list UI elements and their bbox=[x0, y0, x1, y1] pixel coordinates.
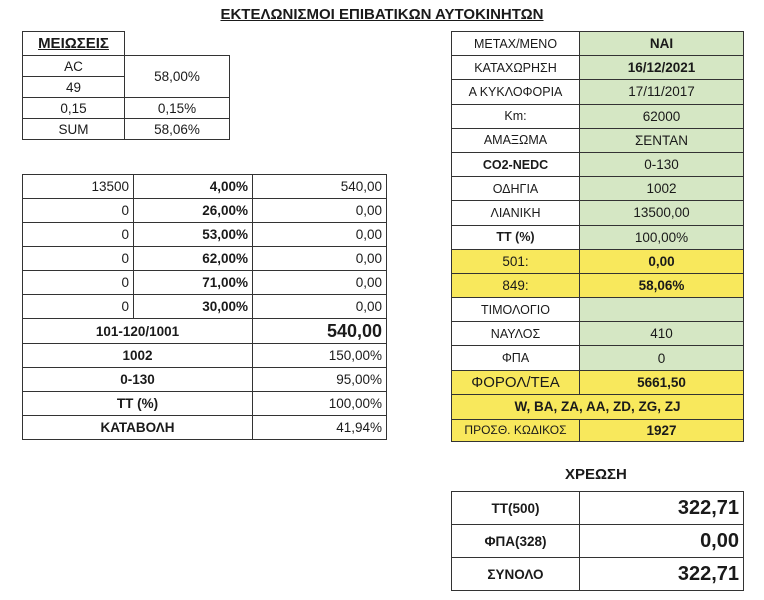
vehicle-row bbox=[452, 273, 744, 297]
summary-1002-label: 1002 bbox=[23, 344, 253, 368]
vehicle-value: 0 bbox=[580, 346, 744, 370]
vehicle-label: Km: bbox=[452, 104, 580, 128]
vehicle-row bbox=[452, 104, 744, 128]
meioseis-row2-left: 0,15 bbox=[23, 98, 125, 119]
summary-tt-label: TT (%) bbox=[23, 392, 253, 416]
rate-row bbox=[23, 271, 387, 295]
vehicle-value: 0,00 bbox=[580, 249, 744, 273]
meioseis-table bbox=[22, 31, 230, 140]
xreosi-label: TT(500) bbox=[452, 492, 580, 525]
rate-base: 0 bbox=[23, 199, 134, 223]
vehicle-row bbox=[452, 249, 744, 273]
ac-label: AC bbox=[23, 56, 125, 77]
vehicle-row bbox=[452, 225, 744, 249]
vehicle-row bbox=[452, 56, 744, 80]
summary-co2-value: 95,00% bbox=[253, 368, 387, 392]
vehicle-row bbox=[452, 128, 744, 152]
rates-total-label: 101-120/1001 bbox=[23, 319, 253, 344]
vehicle-value: 58,06% bbox=[580, 273, 744, 297]
meioseis-row2-right: 0,15% bbox=[125, 98, 230, 119]
vehicle-value: ΝΑΙ bbox=[580, 32, 744, 56]
vehicle-label: ΛΙΑΝΙΚΗ bbox=[452, 201, 580, 225]
vehicle-value: 1002 bbox=[580, 177, 744, 201]
summary-katavoli-value: 41,94% bbox=[253, 416, 387, 440]
vehicle-label: ΟΔΗΓΙΑ bbox=[452, 177, 580, 201]
xreosi-label: ΣΥΝΟΛΟ bbox=[452, 558, 580, 591]
rate-base: 0 bbox=[23, 247, 134, 271]
rate-amount: 0,00 bbox=[253, 199, 387, 223]
prostheta-label: ΠΡΟΣΘ. ΚΩΔΙΚΟΣ bbox=[452, 419, 580, 441]
vehicle-row bbox=[452, 177, 744, 201]
vehicle-value: 62000 bbox=[580, 104, 744, 128]
xreosi-header: ΧΡΕΩΣΗ bbox=[565, 466, 627, 483]
summary-co2-label: 0-130 bbox=[23, 368, 253, 392]
rate-row bbox=[23, 247, 387, 271]
vehicle-row bbox=[452, 80, 744, 104]
vehicle-label: ΑΜΑΞΩΜΑ bbox=[452, 128, 580, 152]
summary-1002-value: 150,00% bbox=[253, 344, 387, 368]
rate-row bbox=[23, 295, 387, 319]
additional-codes: W, BA, ZA, AA, ZD, ZG, ZJ bbox=[452, 394, 744, 419]
rate-percentage: 26,00% bbox=[134, 199, 253, 223]
rate-row bbox=[23, 199, 387, 223]
rate-row bbox=[23, 223, 387, 247]
vehicle-value: ΣΕΝΤΑΝ bbox=[580, 128, 744, 152]
vehicle-label: TT (%) bbox=[452, 225, 580, 249]
document-title: ΕΚΤΕΛΩΝΙΣΜΟΙ ΕΠΙΒΑΤΙΚΩΝ ΑΥΤΟΚΙΝΗΤΩΝ bbox=[220, 6, 544, 23]
rate-amount: 540,00 bbox=[253, 175, 387, 199]
summary-tt-value: 100,00% bbox=[253, 392, 387, 416]
vehicle-label: ΝΑΥΛΟΣ bbox=[452, 322, 580, 346]
xreosi-value: 0,00 bbox=[580, 525, 744, 558]
xreosi-row bbox=[452, 492, 744, 525]
vehicle-label: 849: bbox=[452, 273, 580, 297]
ac-percentage: 58,00% bbox=[125, 56, 230, 98]
xreosi-value: 322,71 bbox=[580, 558, 744, 591]
rate-row bbox=[23, 175, 387, 199]
vehicle-label: ΦΠΑ bbox=[452, 346, 580, 370]
rate-base: 0 bbox=[23, 223, 134, 247]
rate-amount: 0,00 bbox=[253, 247, 387, 271]
summary-katavoli-label: ΚΑΤΑΒΟΛΗ bbox=[23, 416, 253, 440]
rate-amount: 0,00 bbox=[253, 295, 387, 319]
rate-percentage: 62,00% bbox=[134, 247, 253, 271]
rate-percentage: 53,00% bbox=[134, 223, 253, 247]
vehicle-row bbox=[452, 370, 744, 394]
vehicle-label: ΤΙΜΟΛΟΓΙΟ bbox=[452, 298, 580, 322]
vehicle-label: CO2-NEDC bbox=[452, 152, 580, 176]
vehicle-value bbox=[580, 298, 744, 322]
xreosi-row bbox=[452, 525, 744, 558]
ac-value: 49 bbox=[23, 77, 125, 98]
rate-base: 0 bbox=[23, 271, 134, 295]
vehicle-label: Α ΚΥΚΛΟΦΟΡΙΑ bbox=[452, 80, 580, 104]
vehicle-label: ΜΕΤΑΧ/ΜΕΝΟ bbox=[452, 32, 580, 56]
rates-table bbox=[22, 174, 387, 440]
vehicle-value: 16/12/2021 bbox=[580, 56, 744, 80]
prostheta-value: 1927 bbox=[580, 419, 744, 441]
rate-base: 13500 bbox=[23, 175, 134, 199]
vehicle-label: ΦΟΡΟΛ/ΤΕΑ bbox=[452, 370, 580, 394]
xreosi-value: 322,71 bbox=[580, 492, 744, 525]
sum-label: SUM bbox=[23, 119, 125, 140]
vehicle-value: 410 bbox=[580, 322, 744, 346]
vehicle-row bbox=[452, 298, 744, 322]
vehicle-value: 17/11/2017 bbox=[580, 80, 744, 104]
vehicle-value: 100,00% bbox=[580, 225, 744, 249]
rate-percentage: 71,00% bbox=[134, 271, 253, 295]
xreosi-label: ΦΠΑ(328) bbox=[452, 525, 580, 558]
rate-percentage: 4,00% bbox=[134, 175, 253, 199]
vehicle-value: 5661,50 bbox=[580, 370, 744, 394]
xreosi-table bbox=[451, 491, 744, 591]
vehicle-info-table bbox=[451, 31, 744, 442]
vehicle-value: 0-130 bbox=[580, 152, 744, 176]
vehicle-label: ΚΑΤΑΧΩΡΗΣΗ bbox=[452, 56, 580, 80]
xreosi-row bbox=[452, 558, 744, 591]
rate-amount: 0,00 bbox=[253, 223, 387, 247]
vehicle-row bbox=[452, 152, 744, 176]
rate-base: 0 bbox=[23, 295, 134, 319]
rates-total-value: 540,00 bbox=[253, 319, 387, 344]
vehicle-value: 13500,00 bbox=[580, 201, 744, 225]
sum-value: 58,06% bbox=[125, 119, 230, 140]
vehicle-row bbox=[452, 322, 744, 346]
vehicle-label: 501: bbox=[452, 249, 580, 273]
vehicle-row bbox=[452, 201, 744, 225]
rate-amount: 0,00 bbox=[253, 271, 387, 295]
rate-percentage: 30,00% bbox=[134, 295, 253, 319]
vehicle-row bbox=[452, 346, 744, 370]
vehicle-row bbox=[452, 32, 744, 56]
meioseis-header: ΜΕΙΩΣΕΙΣ bbox=[23, 32, 125, 56]
